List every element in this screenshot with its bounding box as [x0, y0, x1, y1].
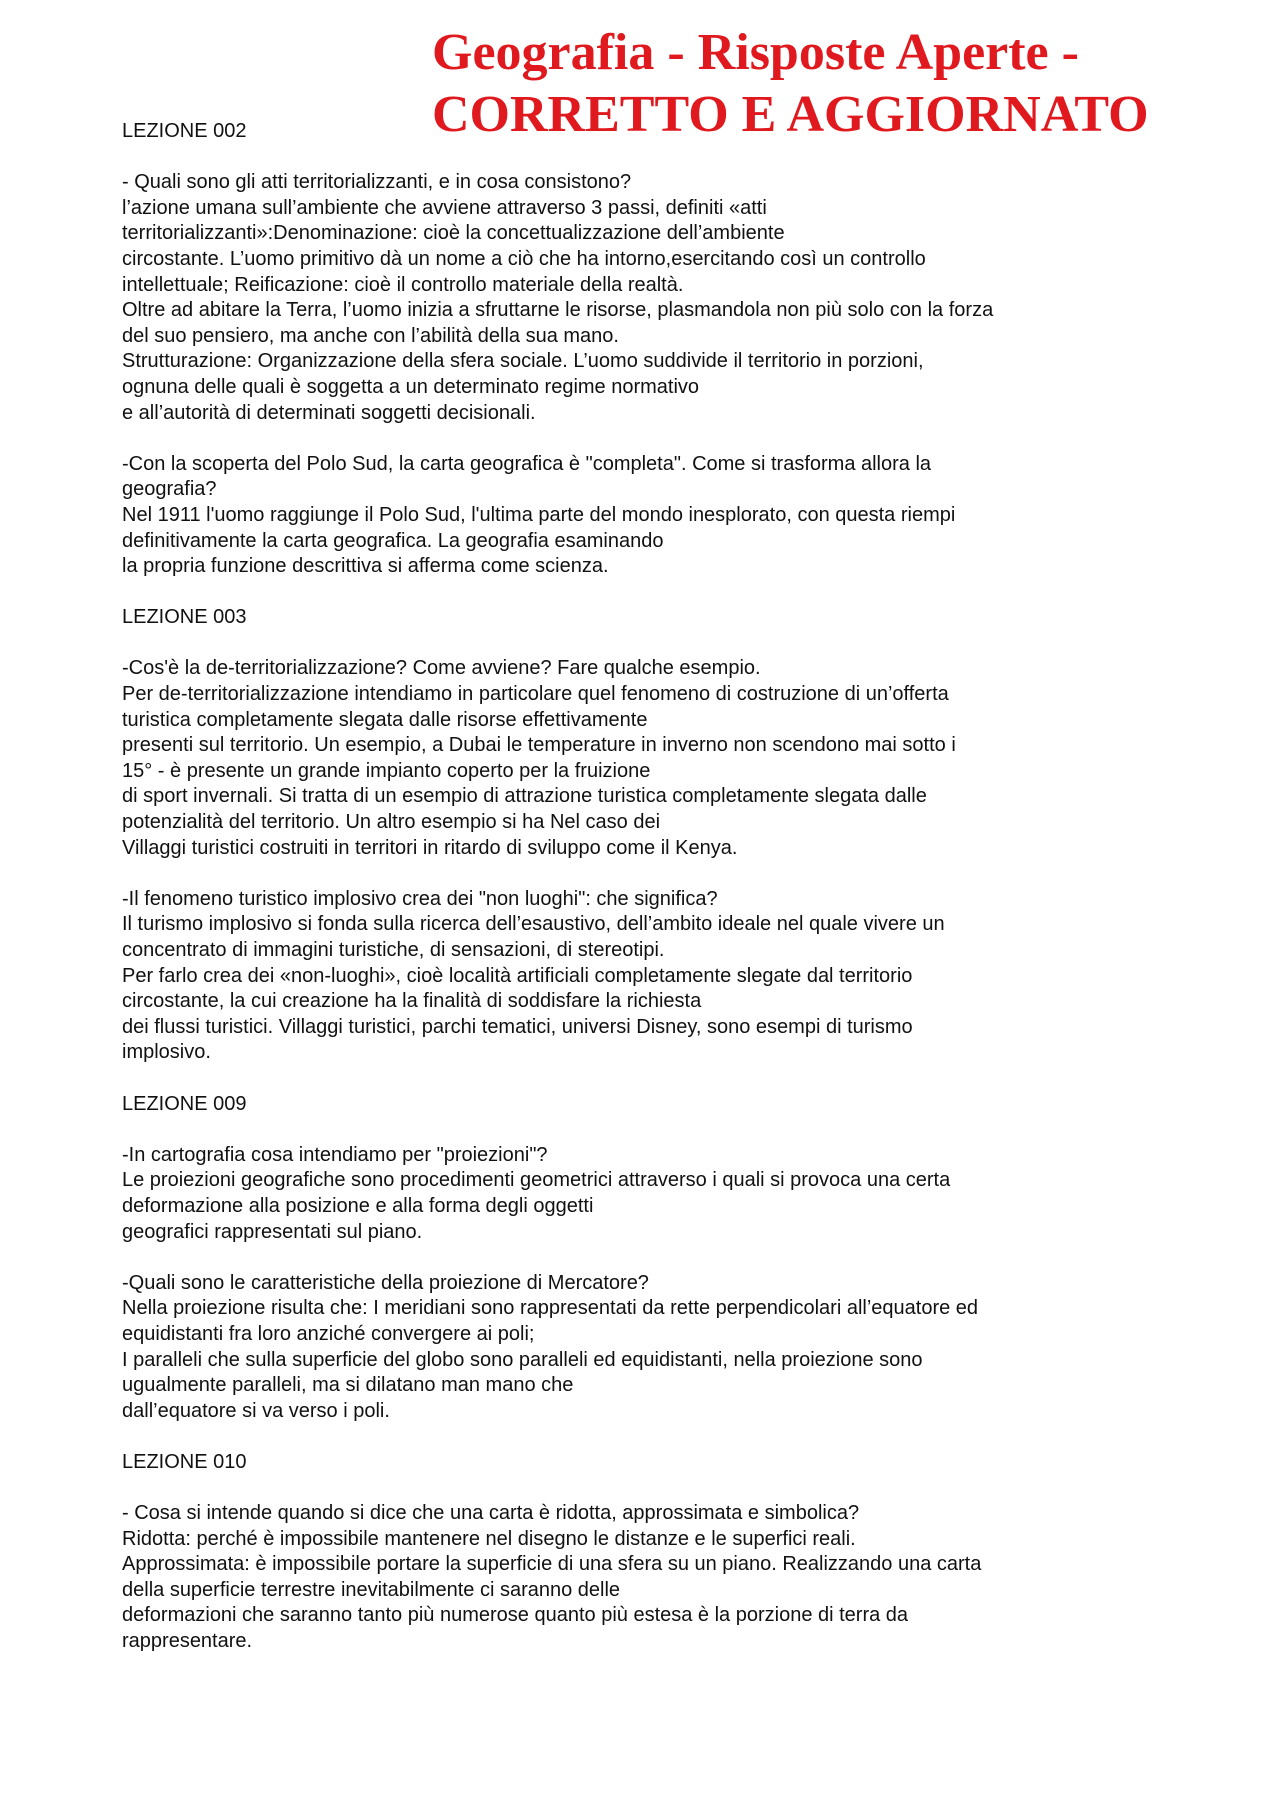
question-answer-block	[122, 1271, 1222, 1425]
answer-text-line: Approssimata: è impossibile portare la superficie di una sfera su un piano. Realizzando una carta	[122, 1553, 982, 1576]
question-answer-block	[122, 1501, 1222, 1655]
question-text-line: -Il fenomeno turistico implosivo crea dei "non luoghi": che significa?	[122, 887, 718, 910]
answer-text-line: dei flussi turistici. Villaggi turistici, parchi tematici, universi Disney, sono esempi di turismo	[122, 1015, 913, 1038]
answer-text-line: Il turismo implosivo si fonda sulla ricerca dell’esaustivo, dell’ambito ideale nel quale vivere un	[122, 913, 945, 936]
question-answer-block	[122, 452, 1222, 580]
answer-text-line: circostante, la cui creazione ha la finalità di soddisfare la richiesta	[122, 990, 702, 1013]
question-text-line: -Quali sono le caratteristiche della proiezione di Mercatore?	[122, 1271, 649, 1294]
answer-text-line: Per farlo crea dei «non-luoghi», cioè località artificiali completamente slegate dal territorio	[122, 964, 913, 987]
answer-text-line: definitivamente la carta geografica. La geografia esaminando	[122, 529, 664, 552]
section-heading: LEZIONE 010	[122, 1450, 247, 1473]
answer-text-line: Nel 1911 l'uomo raggiunge il Polo Sud, l'ultima parte del mondo inesplorato, con questa riempi	[122, 503, 956, 526]
answer-text-line: Ridotta: perché è impossibile mantenere nel disegno le distanze e le superfici reali.	[122, 1527, 856, 1550]
answer-text-line: deformazione alla posizione e alla forma degli oggetti	[122, 1194, 594, 1217]
answer-text-line: Nella proiezione risulta che: I meridiani sono rappresentati da rette perpendicolari all’equatore ed	[122, 1297, 979, 1320]
question-answer-block	[122, 656, 1222, 861]
answer-text-line: dall’equatore si va verso i poli.	[122, 1399, 390, 1422]
document-title-line-1: Geografia - Risposte Aperte -	[432, 24, 1079, 81]
answer-text-line: presenti sul territorio. Un esempio, a Dubai le temperature in inverno non scendono mai sotto i	[122, 734, 956, 757]
answer-text-line: circostante. L’uomo primitivo dà un nome a ciò che ha intorno,esercitando così un controllo	[122, 247, 926, 270]
answer-text-line: ugualmente paralleli, ma si dilatano man mano che	[122, 1374, 574, 1397]
answer-text-line: di sport invernali. Si tratta di un esempio di attrazione turistica completamente slegata dalle	[122, 785, 927, 808]
answer-text-line: implosivo.	[122, 1041, 211, 1064]
answer-text-line: deformazioni che saranno tanto più numerose quanto più estesa è la porzione di terra da	[122, 1604, 909, 1627]
question-answer-block	[122, 887, 1222, 1066]
answer-text-line: Strutturazione: Organizzazione della sfera sociale. L’uomo suddivide il territorio in porzioni,	[122, 350, 924, 373]
question-text-line: -In cartografia cosa intendiamo per "proiezioni"?	[122, 1143, 548, 1166]
answer-text-line: e all’autorità di determinati soggetti decisionali.	[122, 401, 536, 424]
answer-text-line: turistica completamente slegata dalle risorse effettivamente	[122, 708, 648, 731]
answer-text-line: geografia?	[122, 478, 217, 501]
section-heading: LEZIONE 009	[122, 1092, 247, 1115]
answer-text-line: potenzialità del territorio. Un altro esempio si ha Nel caso dei	[122, 811, 661, 834]
document-body	[122, 119, 1222, 1655]
answer-text-line: della superficie terrestre inevitabilmente ci saranno delle	[122, 1578, 621, 1601]
question-text-line: -Con la scoperta del Polo Sud, la carta geografica è "completa". Come si trasforma allora la	[122, 452, 932, 475]
answer-text-line: Villaggi turistici costruiti in territori in ritardo di sviluppo come il Kenya.	[122, 836, 738, 859]
question-text-line: -Cos'è la de-territorializzazione? Come avviene? Fare qualche esempio.	[122, 657, 761, 680]
answer-text-line: Per de-territorializzazione intendiamo in particolare quel fenomeno di costruzione di un’offerta	[122, 683, 949, 706]
answer-text-line: geografici rappresentati sul piano.	[122, 1220, 423, 1243]
document-title-line-2: CORRETTO E AGGIORNATO	[432, 86, 1149, 143]
answer-text-line: Oltre ad abitare la Terra, l’uomo inizia a sfruttarne le risorse, plasmandola non più solo con la forza	[122, 299, 994, 322]
answer-text-line: intellettuale; Reificazione: cioè il controllo materiale della realtà.	[122, 273, 684, 296]
section-heading: LEZIONE 002	[122, 120, 247, 142]
question-text-line: - Quali sono gli atti territorializzanti, e in cosa consistono?	[122, 171, 632, 194]
answer-text-line: del suo pensiero, ma anche con l’abilità della sua mano.	[122, 324, 619, 347]
answer-text-line: rappresentare.	[122, 1630, 253, 1653]
answer-text-line: l’azione umana sull’ambiente che avviene attraverso 3 passi, definiti «atti	[122, 196, 767, 219]
answer-text-line: equidistanti fra loro anziché convergere ai poli;	[122, 1322, 535, 1345]
question-answer-block	[122, 1143, 1222, 1245]
section-heading: LEZIONE 003	[122, 606, 247, 629]
answer-text-line: ognuna delle quali è soggetta a un determinato regime normativo	[122, 375, 700, 398]
answer-text-line: 15° - è presente un grande impianto coperto per la fruizione	[122, 759, 651, 782]
question-answer-block	[122, 170, 1222, 426]
answer-text-line: territorializzanti»:Denominazione: cioè la concettualizzazione dell’ambiente	[122, 222, 785, 245]
answer-text-line: la propria funzione descrittiva si afferma come scienza.	[122, 555, 609, 578]
answer-text-line: concentrato di immagini turistiche, di sensazioni, di stereotipi.	[122, 939, 665, 961]
question-text-line: - Cosa si intende quando si dice che una carta è ridotta, approssimata e simbolica?	[122, 1502, 860, 1525]
answer-text-line: I paralleli che sulla superficie del globo sono paralleli ed equidistanti, nella proiezione sono	[122, 1348, 923, 1371]
answer-text-line: Le proiezioni geografiche sono procedimenti geometrici attraverso i quali si provoca una certa	[122, 1169, 951, 1192]
